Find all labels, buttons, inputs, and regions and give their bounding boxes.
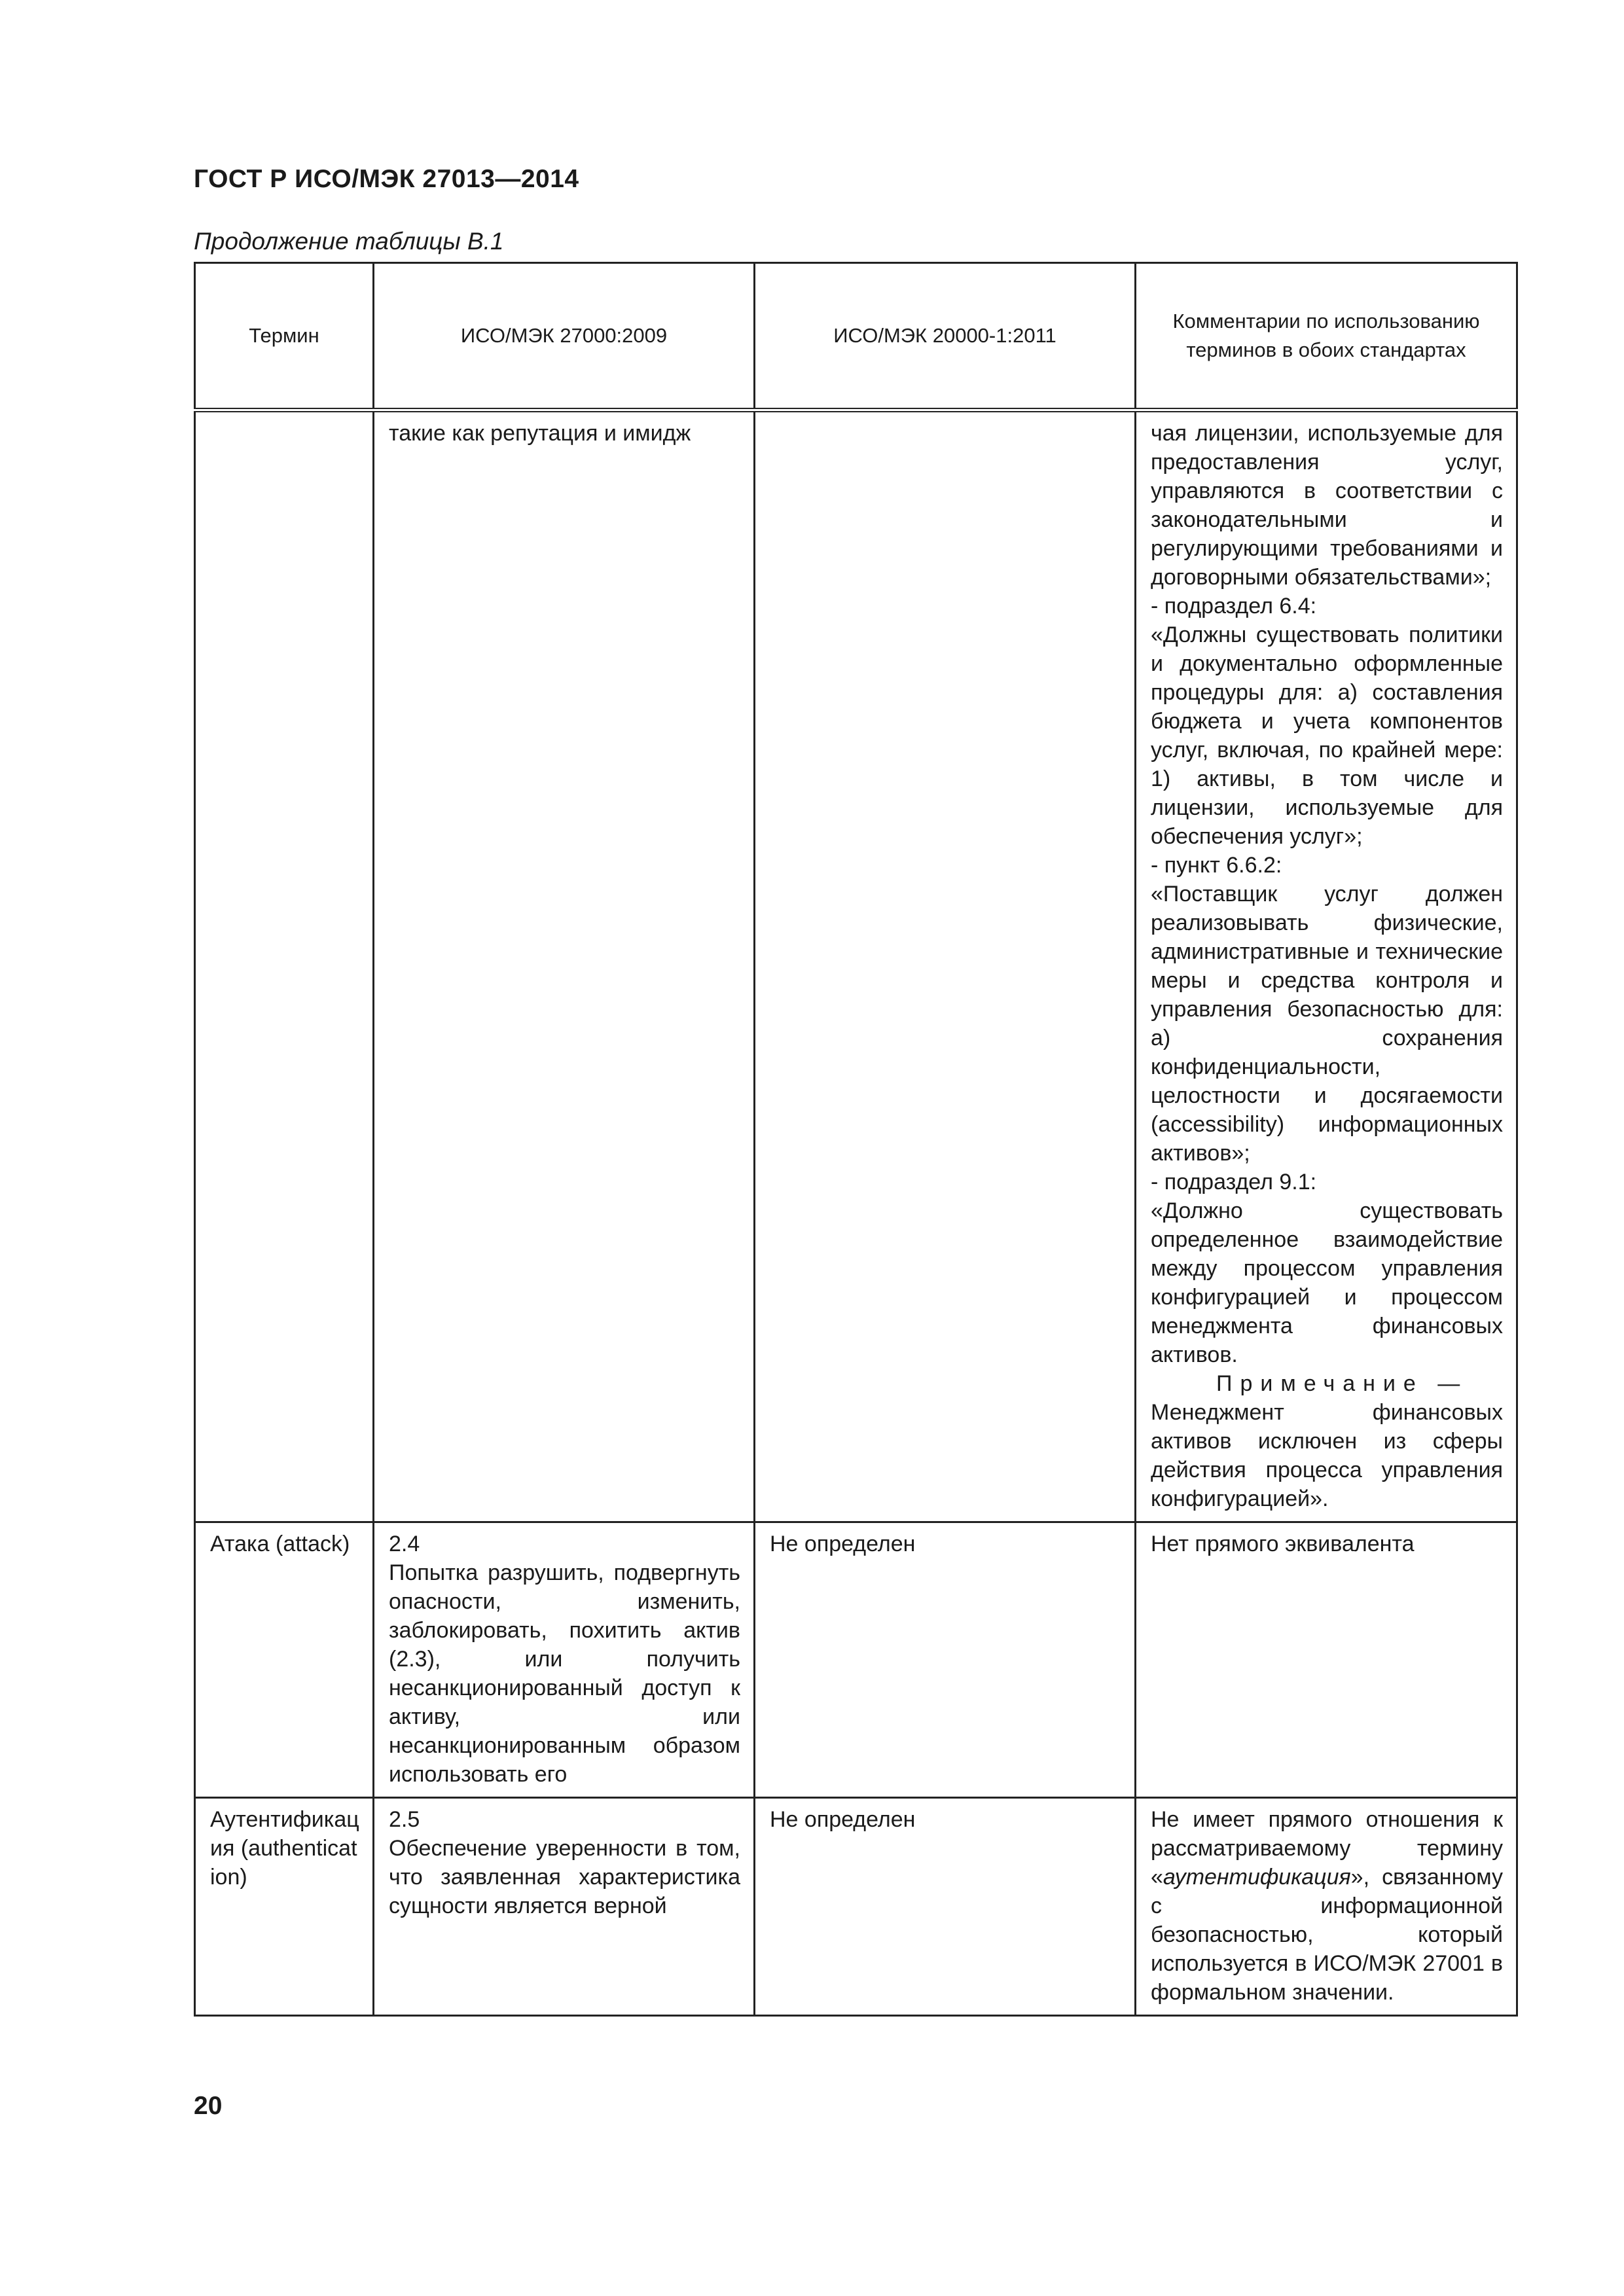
iso27000-cell: такие как репутация и имидж (374, 410, 755, 1522)
table-row (195, 1798, 1517, 2016)
iso20000-cell: Не определен (755, 1522, 1136, 1798)
table-row (195, 410, 1517, 1522)
column-header-iso20000: ИСО/МЭК 20000-1:2011 (755, 263, 1136, 410)
comment-paragraph: - подраздел 6.4: (1151, 594, 1317, 619)
comment-cell (1136, 1798, 1517, 2016)
term-cell: Аутентификация (authentication) (195, 1798, 374, 2016)
definition-text: Попытка разрушить, подвергнуть опасности, изменить, заблокировать, похитить актив (2.3), или получить несанкционированный доступ к активу, или несанкционированным образом использовать его (389, 1560, 740, 1787)
term-cell (195, 410, 374, 1522)
definition-text: Обеспечение уверенности в том, что заявленная характеристика сущности является верной (389, 1836, 740, 1918)
note-label: Примечание — (1216, 1371, 1468, 1396)
iso27000-cell (374, 1522, 755, 1798)
comment-paragraph: - пункт 6.6.2: (1151, 853, 1282, 878)
iso20000-cell (755, 410, 1136, 1522)
comment-cell (1136, 410, 1517, 1522)
comment-text-end: », связанному с информационной безопасностью, который используется в ИСО/МЭК 27001 в формальном значении. (1151, 1865, 1503, 2005)
table-caption: Продолжение таблицы В.1 (194, 228, 504, 255)
comment-cell: Нет прямого эквивалента (1136, 1522, 1517, 1798)
comment-paragraph: «Должны существовать политики и документально оформленные процедуры для: а) составления бюджета и учета компонентов услуг, включая, по крайней мере: 1) активы, в том числе и лицензии, используемые для обеспечения услуг»; (1151, 622, 1503, 849)
page-number: 20 (194, 2092, 223, 2120)
iso20000-cell: Не определен (755, 1798, 1136, 2016)
term-cell: Атака (attack) (195, 1522, 374, 1798)
definition-number: 2.5 (389, 1807, 420, 1832)
comment-paragraph: - подраздел 9.1: (1151, 1170, 1317, 1194)
note-text: Менеджмент финансовых активов исключен из сферы действия процесса управления конфигурацией». (1151, 1400, 1503, 1511)
comment-paragraph: чая лицензии, используемые для предоставления услуг, управляются в соответствии с законодательными и регулирующими требованиями и договорными обязательствами»; (1151, 421, 1503, 590)
table-row (195, 1522, 1517, 1798)
iso27000-cell (374, 1798, 755, 2016)
document-header: ГОСТ Р ИСО/МЭК 27013—2014 (194, 165, 579, 193)
definition-number: 2.4 (389, 1532, 420, 1556)
column-header-iso27000: ИСО/МЭК 27000:2009 (374, 263, 755, 410)
comment-paragraph: «Поставщик услуг должен реализовывать физические, административные и технические меры и средства контроля и управления безопасностью для: а) сохранения конфиденциальности, целостности и досягаемости (accessibility) информационных активов»; (1151, 882, 1503, 1166)
comment-paragraph: «Должно существовать определенное взаимодействие между процессом управления конфигурацией и процессом менеджмента финансовых активов. (1151, 1198, 1503, 1367)
comment-text-start: Не имеет прямого отношения к рассматриваемому термину « (1151, 1807, 1503, 1890)
column-header-term: Термин (195, 263, 374, 410)
terms-table (194, 262, 1518, 2017)
comment-emphasis: аутентификация (1163, 1865, 1351, 1890)
table-header-row (195, 263, 1517, 410)
column-header-comments: Комментарии по использованию терминов в обоих стандартах (1136, 263, 1517, 410)
